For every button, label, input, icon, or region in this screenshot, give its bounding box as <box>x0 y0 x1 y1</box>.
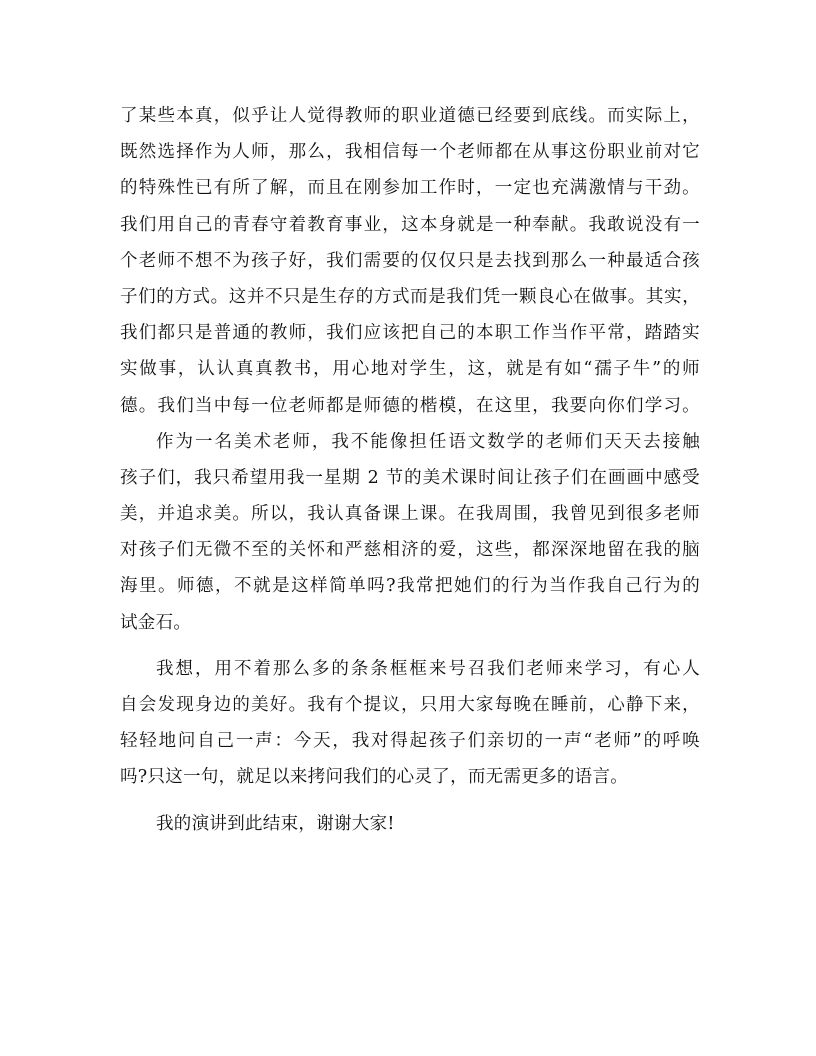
paragraph-spacer <box>120 641 700 651</box>
paragraph-4 <box>120 806 700 842</box>
text-line: 既然选择作为人师，那么，我相信每一个老师都在从事这份职业前对它 <box>120 142 700 163</box>
text-line: 了某些本真，似乎让人觉得教师的职业道德已经要到底线。而实际上， <box>120 106 700 126</box>
paragraph-3 <box>120 651 700 796</box>
text-line: 实做事，认认真真教书，用心地对学生，这，就是有如“孺子牛”的师 <box>120 359 700 380</box>
document-body <box>120 98 700 842</box>
text-line: 美，并追求美。所以，我认真备课上课。在我周围，我曾见到很多老师 <box>120 504 700 525</box>
text-line: 我们都只是普通的教师，我们应该把自己的本职工作当作平常，踏踏实 <box>120 323 700 344</box>
text-line: 的特殊性已有所了解，而且在刚参加工作时，一定也充满激情与干劲。 <box>120 178 700 199</box>
text-line: 个老师不想不为孩子好，我们需要的仅仅只是去找到那么一种最适合孩 <box>120 250 700 271</box>
text-line: 德。我们当中每一位老师都是师德的楷模，在这里，我要向你们学习。 <box>120 395 700 416</box>
text-line: 孩子们，我只希望用我一星期 2 节的美术课时间让孩子们在画画中感受 <box>120 467 700 488</box>
text-line: 吗?只这一句，就足以来拷问我们的心灵了，而无需更多的语言。 <box>120 767 629 788</box>
text-line: 海里。师德，不就是这样简单吗?我常把她们的行为当作我自己行为的 <box>120 576 700 597</box>
text-line: 轻轻地问自己一声：今天，我对得起孩子们亲切的一声“老师”的呼唤 <box>120 731 700 752</box>
text-line: 我的演讲到此结束，谢谢大家! <box>156 813 395 834</box>
text-line: 对孩子们无微不至的关怀和严慈相济的爱，这些，都深深地留在我的脑 <box>120 540 700 561</box>
text-line: 我想，用不着那么多的条条框框来号召我们老师来学习，有心人 <box>156 658 700 679</box>
paragraph-spacer <box>120 796 700 806</box>
text-line: 作为一名美术老师，我不能像担任语文数学的老师们天天去接触 <box>156 431 700 452</box>
paragraph-2 <box>120 424 700 641</box>
text-line: 子们的方式。这并不只是生存的方式而是我们凭一颗良心在做事。其实， <box>120 286 700 307</box>
text-line: 自会发现身边的美好。我有个提议，只用大家每晚在睡前，心静下来， <box>120 695 700 715</box>
text-line: 试金石。 <box>120 612 192 633</box>
paragraph-1 <box>120 98 700 424</box>
text-line: 我们用自己的青春守着教育事业，这本身就是一种奉献。我敢说没有一 <box>120 214 700 235</box>
